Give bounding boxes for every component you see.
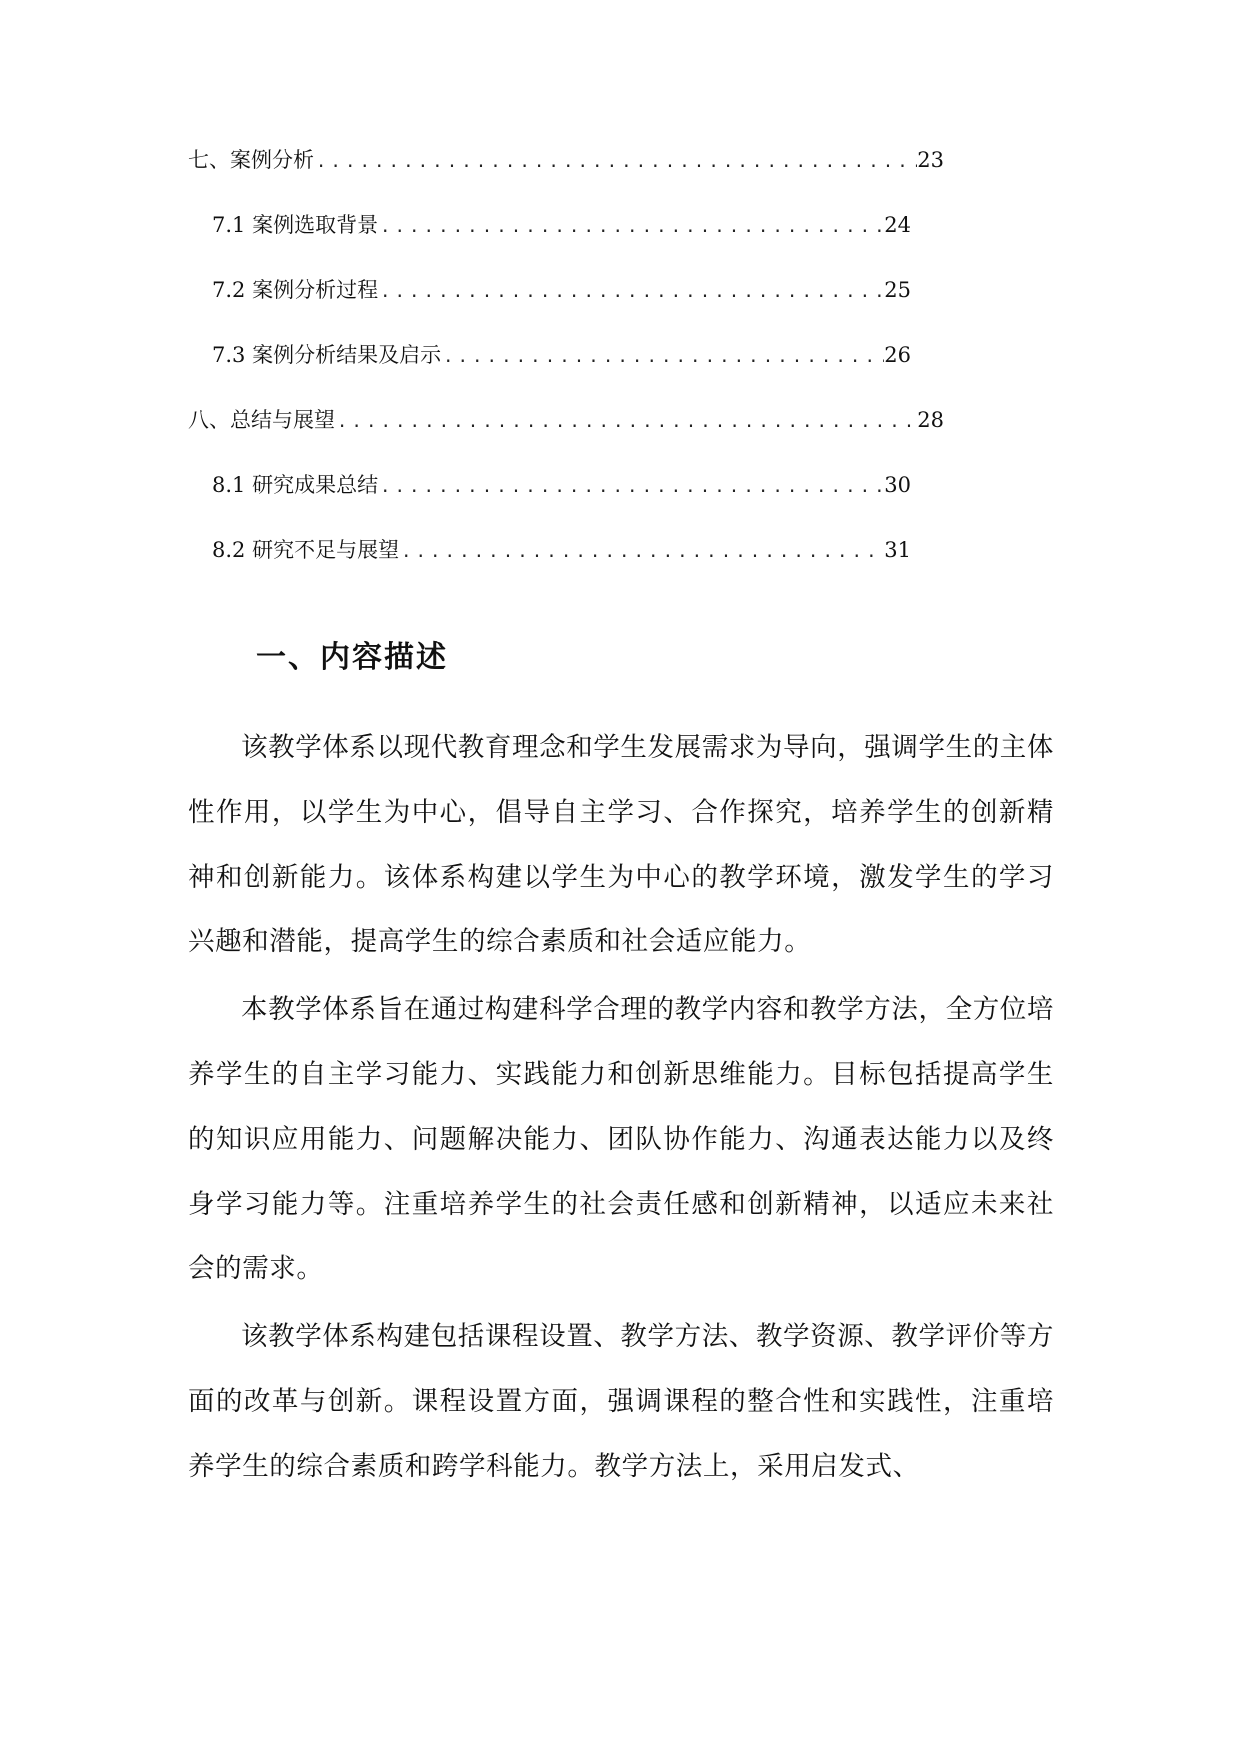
toc-entry[interactable] — [188, 535, 911, 600]
toc-page-number: 28 — [917, 408, 944, 432]
section-body — [188, 716, 1054, 1503]
toc-page-number: 30 — [884, 473, 911, 497]
section-heading: 一、内容描述 — [256, 640, 448, 675]
toc-entry[interactable] — [188, 275, 911, 340]
toc-entry-label: 7.2 案例分析过程 — [212, 278, 379, 302]
toc-page-number: 31 — [884, 538, 911, 562]
toc-dot-leader — [337, 407, 917, 437]
toc-dot-leader — [380, 212, 884, 242]
toc-entry-label: 7.1 案例选取背景 — [212, 213, 379, 237]
toc-page-number: 23 — [917, 148, 944, 172]
body-paragraph: 该教学体系构建包括课程设置、教学方法、教学资源、教学评价等方面的改革与创新。课程设置方面，强调课程的整合性和实践性，注重培养学生的综合素质和跨学科能力。教学方法上，采用启发式、 — [188, 1321, 1054, 1482]
toc-entry-label: 7.3 案例分析结果及启示 — [212, 343, 442, 367]
table-of-contents — [188, 145, 944, 600]
toc-entry[interactable] — [188, 145, 944, 210]
toc-page-number: 24 — [884, 213, 911, 237]
toc-dot-leader — [380, 277, 884, 307]
toc-dot-leader — [443, 342, 884, 372]
toc-entry-label: 八、总结与展望 — [188, 408, 335, 432]
toc-entry-label: 七、案例分析 — [188, 148, 314, 172]
body-paragraph: 本教学体系旨在通过构建科学合理的教学内容和教学方法，全方位培养学生的自主学习能力、实践能力和创新思维能力。目标包括提高学生的知识应用能力、问题解决能力、团队协作能力、沟通表达能力以及终身学习能力等。注重培养学生的社会责任感和创新精神，以适应未来社会的需求。 — [188, 994, 1054, 1285]
body-paragraph: 该教学体系以现代教育理念和学生发展需求为导向，强调学生的主体性作用，以学生为中心，倡导自主学习、合作探究，培养学生的创新精神和创新能力。该体系构建以学生为中心的教学环境，激发学生的学习兴趣和潜能，提高学生的综合素质和社会适应能力。 — [188, 732, 1054, 958]
toc-entry-label: 8.1 研究成果总结 — [212, 473, 379, 497]
toc-page-number: 25 — [884, 278, 911, 302]
toc-entry[interactable] — [188, 210, 911, 275]
toc-dot-leader — [401, 537, 884, 567]
toc-entry[interactable] — [188, 405, 944, 470]
toc-dot-leader — [380, 472, 884, 502]
toc-entry[interactable] — [188, 470, 911, 535]
toc-entry[interactable] — [188, 340, 911, 405]
toc-page-number: 26 — [884, 343, 911, 367]
toc-dot-leader — [316, 147, 917, 177]
toc-entry-label: 8.2 研究不足与展望 — [212, 538, 400, 562]
